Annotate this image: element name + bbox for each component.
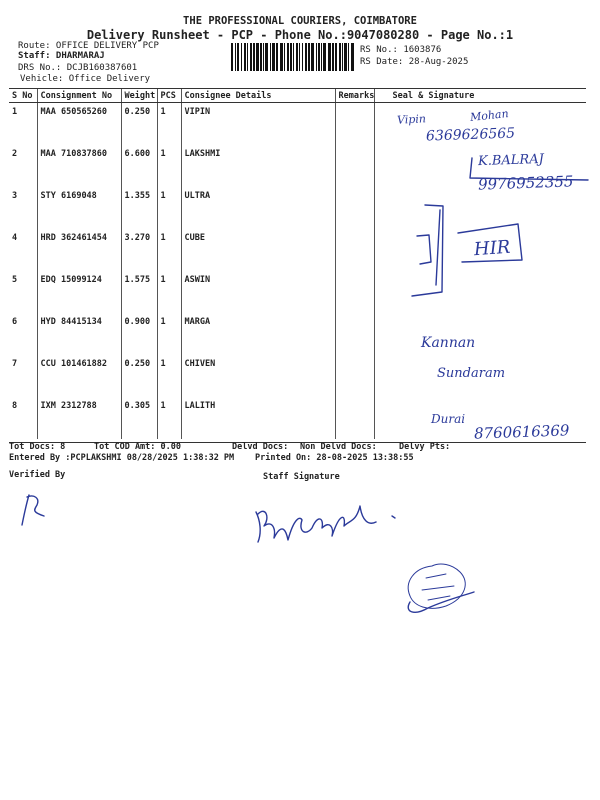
cell-pcs: 1 [157, 313, 181, 355]
cell-consignment: EDQ 15099124 [37, 271, 121, 313]
delvy-pts: Delvy Pts: [399, 442, 451, 452]
col-sno-header: S No [9, 89, 37, 103]
col-remarks-header: Remarks [335, 89, 374, 103]
cell-pcs: 1 [157, 355, 181, 397]
cell-consignee: ASWIN [181, 271, 335, 313]
handwritten-phone: 8760616369 [473, 421, 570, 443]
cell-sno: 3 [12, 191, 18, 201]
cell-sno: 2 [12, 149, 18, 159]
cell-consignee: ULTRA [181, 187, 335, 229]
rs-number: RS No.: 1603876 [360, 45, 442, 55]
cell-consignment: HYD 84415134 [37, 313, 121, 355]
cell-consignee: CUBE [181, 229, 335, 271]
cell-weight: 1.575 [121, 271, 157, 313]
cell-consignment: MAA 710837860 [37, 145, 121, 187]
handwritten-mark: HIR [473, 236, 512, 261]
cell-consignee: LALITH [181, 397, 335, 439]
handwritten-name: Vipin [396, 112, 427, 127]
cell-sno: 6 [12, 317, 18, 327]
tot-cod-amount: Tot COD Amt: 0.00 [94, 442, 181, 452]
runsheet-title: Delivery Runsheet - PCP - Phone No.:9047080280 - Page No.:1 [86, 28, 514, 42]
cell-weight: 0.250 [121, 103, 157, 146]
cell-weight: 0.250 [121, 355, 157, 397]
cell-weight: 1.355 [121, 187, 157, 229]
cell-weight: 0.305 [121, 397, 157, 439]
cell-pcs: 1 [157, 187, 181, 229]
cell-consignment: MAA 650565260 [37, 103, 121, 146]
printed-on: Printed On: 28-08-2025 13:38:55 [255, 453, 414, 463]
handwritten-name: Kannan [421, 335, 476, 351]
cell-pcs: 1 [157, 103, 181, 146]
cell-consignee: VIPIN [181, 103, 335, 146]
verified-by-label: Verified By [9, 470, 66, 480]
ink-box-stroke [458, 224, 522, 262]
handwritten-phone: 9976952355 [477, 172, 574, 194]
cell-sno: 7 [12, 359, 18, 369]
staff-signature [256, 506, 376, 542]
col-pcs-header: PCS [157, 89, 181, 103]
cell-sno: 1 [12, 107, 18, 117]
col-weight-header: Weight [121, 89, 157, 103]
route-label: Route: OFFICE DELIVERY PCP [18, 41, 159, 51]
staff-label: Staff: DHARMARAJ [18, 51, 105, 61]
cell-weight: 0.900 [121, 313, 157, 355]
cell-pcs: 1 [157, 397, 181, 439]
cell-weight: 3.270 [121, 229, 157, 271]
cell-consignment: IXM 2312788 [37, 397, 121, 439]
staff-signature-label: Staff Signature [263, 472, 340, 482]
handwritten-name: Sundaram [437, 366, 506, 381]
cell-consignee: LAKSHMI [181, 145, 335, 187]
handwritten-name: Mohan [469, 107, 510, 124]
col-signature-header: Seal & Signature [374, 89, 586, 103]
stamp-outline [408, 564, 465, 608]
stamp-lines [422, 574, 454, 600]
ink-box-stroke [470, 158, 588, 180]
delvd-docs: Delvd Docs: [232, 442, 289, 452]
col-consignment-header: Consignment No [37, 89, 121, 103]
tot-docs: Tot Docs: 8 [9, 442, 66, 452]
cell-consignee: CHIVEN [181, 355, 335, 397]
handwritten-name: K.BALRAJ [477, 151, 545, 170]
non-delvd-docs: Non Delvd Docs: [300, 442, 377, 452]
cell-pcs: 1 [157, 229, 181, 271]
cell-consignee: MARGA [181, 313, 335, 355]
staff-signature-dot [392, 516, 395, 518]
verified-signature [22, 495, 44, 525]
company-name: THE PROFESSIONAL COURIERS, COIMBATORE [183, 15, 417, 27]
cell-pcs: 1 [157, 145, 181, 187]
rs-date: RS Date: 28-Aug-2025 [360, 57, 469, 67]
cell-consignment: STY 6169048 [37, 187, 121, 229]
cell-sno: 8 [12, 401, 18, 411]
stamp-signature [408, 592, 474, 612]
cell-consignment: CCU 101461882 [37, 355, 121, 397]
handwritten-name: Durai [431, 412, 466, 426]
handwritten-phone: 6369626565 [425, 125, 516, 145]
entered-by: Entered By :PCPLAKSHMI 08/28/2025 1:38:32 PM [9, 453, 235, 463]
vehicle-label: Vehicle: Office Delivery [20, 74, 151, 84]
col-consignee-header: Consignee Details [181, 89, 335, 103]
cell-sno: 4 [12, 233, 18, 243]
cell-consignment: HRD 362461454 [37, 229, 121, 271]
ink-bracket-stroke [436, 210, 440, 285]
ink-bracket-stroke [417, 235, 431, 264]
cell-pcs: 1 [157, 271, 181, 313]
cell-sno: 5 [12, 275, 18, 285]
cell-weight: 6.600 [121, 145, 157, 187]
drs-number: DRS No.: DCJB160387601 [18, 63, 138, 73]
